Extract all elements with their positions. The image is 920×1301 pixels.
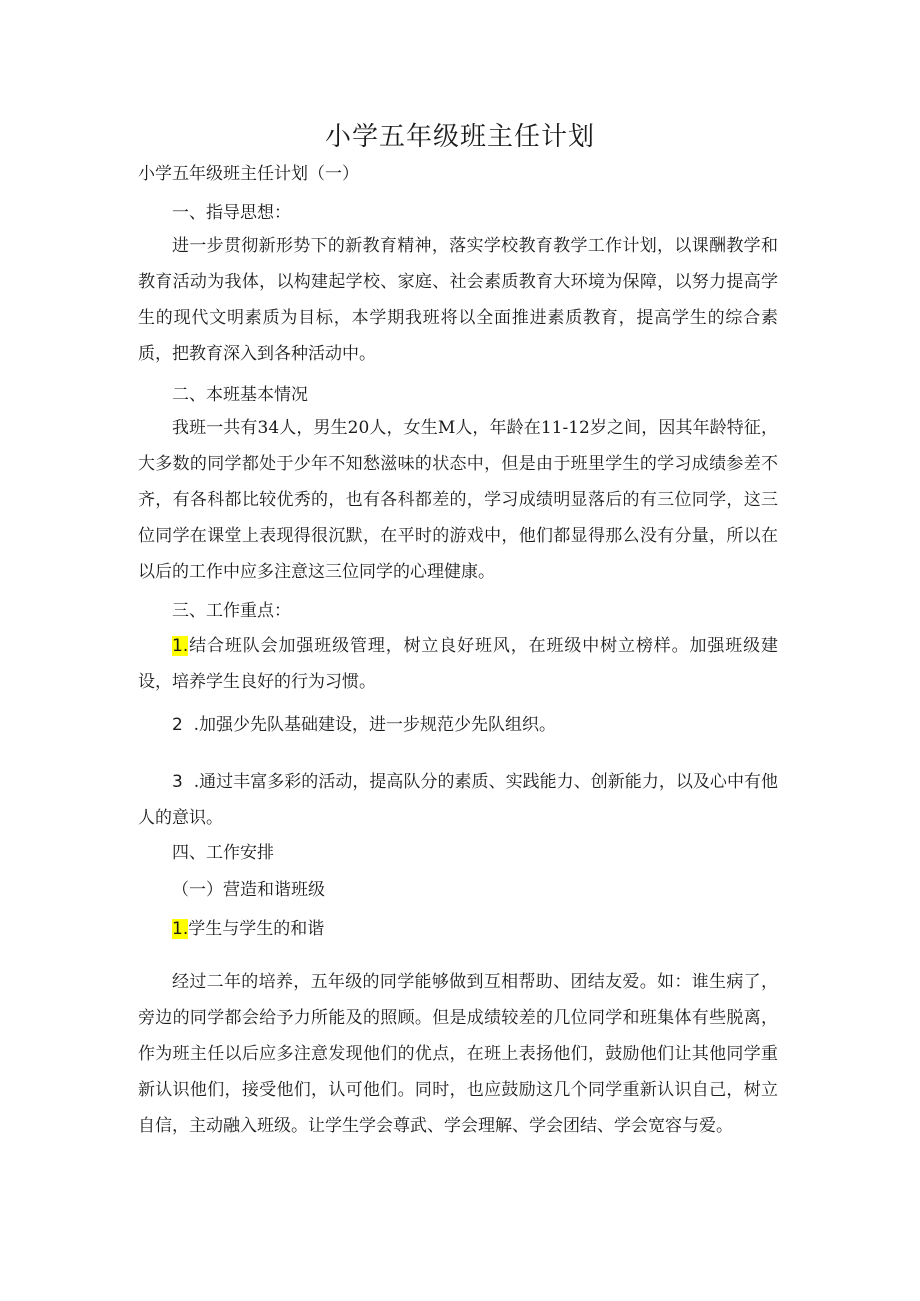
section3-item2-text: .加强少先队基础建设，进一步规范少先队组织。 xyxy=(193,715,557,735)
section3-item2-number: 2 xyxy=(172,715,183,735)
section3-item3 xyxy=(138,764,778,836)
section3-item1-text: 结合班队会加强班级管理，树立良好班风，在班级中树立榜样。加强班级建设，培养学生良好的行为习惯。 xyxy=(138,636,778,692)
section3-item1 xyxy=(138,628,778,700)
document-subtitle: 小学五年级班主任计划（一） xyxy=(138,164,359,184)
section4-heading: 四、工作安排 xyxy=(172,843,274,863)
section3-heading: 三、工作重点： xyxy=(172,601,291,621)
section4-item1 xyxy=(172,919,324,939)
section3-item2 xyxy=(172,715,556,735)
section4-item1-text: 学生与学生的和谐 xyxy=(188,919,325,939)
section4-item1-number-highlight: 1. xyxy=(172,919,189,939)
section1-body: 进一步贯彻新形势下的新教育精神，落实学校教育教学工作计划，以课酬教学和教育活动为我体，以构建起学校、家庭、社会素质教育大环境为保障，以努力提高学生的现代文明素质为目标，本学期我班将以全面推进素质教育，提高学生的综合素质，把教育深入到各种活动中。 xyxy=(138,236,778,364)
section4-sub1: （一）营造和谐班级 xyxy=(172,880,325,900)
section4-body: 经过二年的培养，五年级的同学能够做到互相帮助、团结友爱。如：谁生病了，旁边的同学都会给予力所能及的照顾。但是成绩较差的几位同学和班集体有些脱离，作为班主任以后应多注意发现他们的优点，在班上表扬他们，鼓励他们让其他同学重新认识他们，接受他们，认可他们。同时，也应鼓励这几个同学重新认识自己，树立自信，主动融入班级。让学生学会尊武、学会理解、学会团结、学会宽容与爱。 xyxy=(138,972,778,1136)
section3-item3-number: 3 xyxy=(172,772,183,792)
section3-item3-text: .通过丰富多彩的活动，提高队分的素质、实践能力、创新能力，以及心中有他人的意识。 xyxy=(138,772,779,828)
section1-heading: 一、指导思想： xyxy=(172,203,291,223)
item1-number-highlight: 1. xyxy=(172,636,189,656)
document-title: 小学五年级班主任计划 xyxy=(324,122,595,152)
section2-heading: 二、本班基本情况 xyxy=(172,385,308,405)
section2-body: 我班一共有34人，男生20人，女生M人，年龄在11-12岁之间，因其年龄特征，大多数的同学都处于少年不知愁滋味的状态中，但是由于班里学生的学习成绩参差不齐，有各科都比较优秀的，也有各科都差的，学习成绩明显落后的有三位同学，这三位同学在课堂上表现得很沉默，在平时的游戏中，他们都显得那么没有分量，所以在以后的工作中应多注意这三位同学的心理健康。 xyxy=(138,418,778,582)
